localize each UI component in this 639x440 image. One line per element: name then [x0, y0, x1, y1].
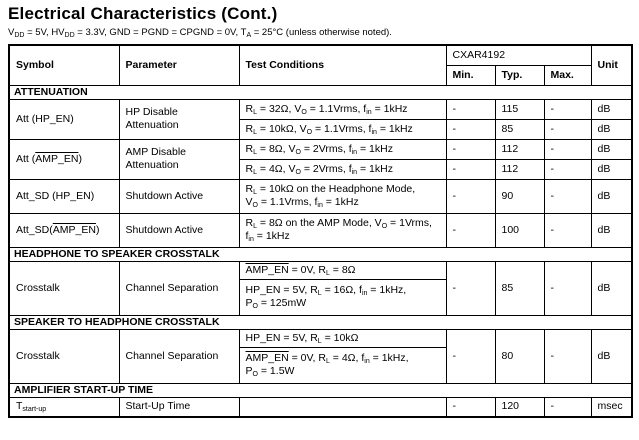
cell-max: -: [544, 213, 591, 247]
cell-min: -: [446, 139, 495, 159]
col-header-typ: Typ.: [495, 65, 544, 85]
cell-min: -: [446, 179, 495, 213]
cell-symbol: Att (HP_EN): [9, 99, 119, 139]
cell-unit: dB: [591, 179, 632, 213]
cell-test-condition: HP_EN = 5V, $R_L = 10k\Omega$: [239, 329, 446, 347]
cell-typ: 112: [495, 139, 544, 159]
cell-unit: dB: [591, 329, 632, 383]
electrical-characteristics-table: [8, 44, 633, 418]
section-row-hp-to-spk-crosstalk: [9, 247, 632, 261]
cell-symbol: Att_SD(AMP_EN): [9, 213, 119, 247]
cell-typ: 85: [495, 119, 544, 139]
col-header-max: Max.: [544, 65, 591, 85]
cell-min: -: [446, 99, 495, 119]
table-row: [9, 179, 632, 213]
section-row-spk-to-hp-crosstalk: [9, 315, 632, 329]
col-header-test-conditions: Test Conditions: [239, 45, 446, 85]
cell-typ: 85: [495, 261, 544, 315]
section-header-attenuation: ATTENUATION: [9, 85, 632, 99]
section-header-hp-to-spk-crosstalk: HEADPHONE TO SPEAKER CROSSTALK: [9, 247, 632, 261]
col-header-symbol: Symbol: [9, 45, 119, 85]
cell-test-condition: $R_L = 8\Omega$, $V_O$ = 2Vrms, $f_{in} = 1kHz$: [239, 139, 446, 159]
cell-test-condition: AMP_EN = 0V, $R_L = 8\Omega$: [239, 261, 446, 279]
table-row: [9, 99, 632, 119]
cell-max: -: [544, 329, 591, 383]
table-row: [9, 139, 632, 159]
cell-parameter: Shutdown Active: [119, 179, 239, 213]
cell-max: -: [544, 119, 591, 139]
section-row-attenuation: [9, 85, 632, 99]
section-header-startup-time: AMPLIFIER START-UP TIME: [9, 383, 632, 397]
cell-symbol: Att (AMP_EN): [9, 139, 119, 179]
cell-test-condition: [239, 397, 446, 417]
cell-min: -: [446, 159, 495, 179]
table-header-row-1: [9, 45, 632, 65]
cell-typ: 112: [495, 159, 544, 179]
cell-symbol: Att_SD (HP_EN): [9, 179, 119, 213]
section-row-startup-time: [9, 383, 632, 397]
table-row: [9, 329, 632, 347]
col-header-min: Min.: [446, 65, 495, 85]
cell-parameter: Start-Up Time: [119, 397, 239, 417]
table-row: [9, 397, 632, 417]
cell-min: -: [446, 397, 495, 417]
cell-parameter: HP Disable Attenuation: [119, 99, 239, 139]
cell-unit: dB: [591, 213, 632, 247]
cell-unit: dB: [591, 99, 632, 119]
table-row: [9, 213, 632, 247]
cell-typ: 100: [495, 213, 544, 247]
cell-test-condition: $R_L = 32\Omega$, $V_O$ = 1.1Vrms, $f_{in} = 1kHz$: [239, 99, 446, 119]
cell-typ: 115: [495, 99, 544, 119]
cell-min: -: [446, 329, 495, 383]
table-row: [9, 261, 632, 279]
cell-max: -: [544, 179, 591, 213]
cell-max: -: [544, 397, 591, 417]
cell-unit: dB: [591, 119, 632, 139]
cell-unit: dB: [591, 139, 632, 159]
col-header-device: CXAR4192: [446, 45, 591, 65]
cell-test-condition: $R_L = 8\Omega$ on the AMP Mode, $V_O$ = 1Vrms, $f_{in} = 1kHz$: [239, 213, 446, 247]
cell-typ: 120: [495, 397, 544, 417]
page-title: Electrical Characteristics (Cont.): [8, 4, 278, 23]
cell-max: -: [544, 139, 591, 159]
cell-max: -: [544, 99, 591, 119]
cell-parameter: Channel Separation: [119, 261, 239, 315]
cell-max: -: [544, 261, 591, 315]
cell-test-condition: AMP_EN = 0V, $R_L = 4\Omega$, $f_{in} = 1kHz$, $P_O = 1.5W$: [239, 347, 446, 383]
cell-unit: msec: [591, 397, 632, 417]
cell-unit: dB: [591, 159, 632, 179]
cell-min: -: [446, 261, 495, 315]
cell-max: -: [544, 159, 591, 179]
test-conditions-note: $V_{DD} = 5V$, $HV_{DD} = 3.3V$, GND = PGND = CPGND = 0V, $T_A = 25^\circ C$ (unless otherwise noted).: [8, 27, 392, 39]
cell-test-condition: $R_L = 4\Omega$, $V_O$ = 2Vrms, $f_{in} = 1kHz$: [239, 159, 446, 179]
cell-parameter: Channel Separation: [119, 329, 239, 383]
cell-test-condition: $R_L = 10k\Omega$, $V_O$ = 1.1Vrms, $f_{in} = 1kHz$: [239, 119, 446, 139]
cell-parameter: AMP Disable Attenuation: [119, 139, 239, 179]
cell-min: -: [446, 213, 495, 247]
cell-test-condition: $R_L = 10k\Omega$ on the Headphone Mode, $V_O$ = 1.1Vrms, $f_{in} = 1kHz$: [239, 179, 446, 213]
cell-symbol: Crosstalk: [9, 261, 119, 315]
cell-symbol: $T_{start-up}$: [9, 397, 119, 417]
cell-typ: 90: [495, 179, 544, 213]
cell-test-condition: HP_EN = 5V, $R_L = 16\Omega$, $f_{in} = 1kHz$, $P_O = 125mW$: [239, 279, 446, 315]
col-header-unit: Unit: [591, 45, 632, 85]
cell-symbol: Crosstalk: [9, 329, 119, 383]
cell-parameter: Shutdown Active: [119, 213, 239, 247]
col-header-parameter: Parameter: [119, 45, 239, 85]
section-header-spk-to-hp-crosstalk: SPEAKER TO HEADPHONE CROSSTALK: [9, 315, 632, 329]
cell-min: -: [446, 119, 495, 139]
cell-unit: dB: [591, 261, 632, 315]
cell-typ: 80: [495, 329, 544, 383]
